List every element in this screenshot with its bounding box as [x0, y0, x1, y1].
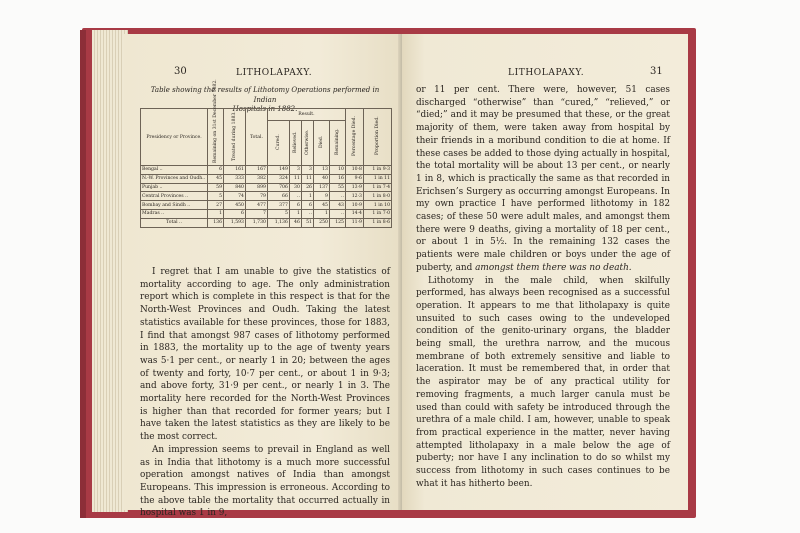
col-otherwise: Otherwise.: [301, 120, 313, 165]
page-number-left: 30: [174, 66, 187, 77]
running-head-right: LITHOLAPAXY.: [508, 68, 585, 78]
paragraph: Lithotomy in the male child, when skilfully performed, has always been recognised as a successful operation. It appears to me that litholapaxy is quite unsuited to such cases owing to the undeveloped condition of the genito-urinary organs, the bladder being small, the urethra narrow, and the mucous membrane of both extremely sensitive and liable to laceration. It must be remembered that, in order that the aspirator may be of any practical utility for removing fragments, a much larger canula must be used than could with safety be introduced through the urethra of a male child. I am, however, unable to speak from practical experience in the matter, never having attempted litholapaxy in a male below the age of puberty; nor have I any inclination to do so whilst my success from lithotomy in such cases continues to be what it has hitherto been.: [416, 275, 670, 489]
col-pct-died: Percentage Died.: [345, 109, 363, 166]
col-cured: Cured.: [267, 120, 289, 165]
col-relieved: Relieved.: [289, 120, 301, 165]
col-total: Total.: [245, 109, 267, 166]
col-died: Died.: [313, 120, 329, 165]
paragraph: An impression seems to prevail in England as well as in India that lithotomy is a much more successful operation amongst natives of India than amongst Europeans. This impression is erroneous. According to the above table the mortality that occurred actually in hospital was 1 in 9,: [140, 444, 390, 519]
table-row: Bengal .. 6 161 167 149 3 3 13 10 10·8 1 in 9·3: [142, 167, 390, 173]
col-remaining2: Remaining.: [329, 120, 345, 165]
col-result: Result.: [267, 109, 345, 121]
table-row: N.-W. Provinces and Oudh.. 45 333 382 324 11 11 40 16 9·6 1 in 11: [142, 176, 390, 182]
page-number-right: 31: [650, 66, 663, 77]
paragraph: I regret that I am unable to give the statistics of mortality according to age. The only administration report which is complete in this respect is that for the North-West Provinces and Oudh. Taking the latest statistics available for these provinces, those for 1883, I find that amongst 987 cases of lithotomy performed in 1883, the mortality up to the age of twenty years was 5·1 per cent., or nearly 1 in 20; between the ages of twenty and forty, 10·7 per cent., or about 1 in 9·3; and above forty, 31·9 per cent., or nearly 1 in 3. The mortality here recorded for the North-West Provinces is higher than that recorded for former years; but I have taken the latest statistics as they are likely to be the most correct.: [140, 267, 390, 443]
table-row: Central Provinces .. 5 74 79 66 .. 1 9 .. 12·3 1 in 8·0: [142, 193, 390, 199]
left-body-text: [140, 266, 390, 520]
col-presidency: Presidency or Province.: [141, 109, 208, 166]
table-row: Madras .. 1 6 7 5 1 .. 1 .. 14·4 1 in 7·0: [142, 211, 390, 217]
table-row: Bombay and Sindh .. 27 450 477 377 6 6 45 43 10·9 1 in 10: [142, 202, 390, 208]
paragraph: or 11 per cent. There were, however, 51 cases discharged “otherwise” than “cured,” “relieved,” or “died;” and it may be presumed that these, or the great majority of them, were taken away from hospital by their friends in a moribund condition to die at home. If these cases be added to those dying actually in hospital, the total mortality will be about 13 per cent., or nearly 1 in 8, which is practically the same as that recorded in Erichsen’s Surgery as occurring amongst Europeans. In my own practice I have performed lithotomy in 182 cases; of these 50 were adult males, and amongst them there were 9 deaths, giving a mortality of 18 per cent., or about 1 in 5½. In the remaining 132 cases the patients were male children or boys under the age of puberty, and amongst them there was no death.: [416, 85, 670, 273]
right-page: [402, 34, 688, 510]
table-caption-line1: Table showing the results of Lithotomy Operations performed in Indian: [150, 86, 380, 104]
book-cover-edge: [80, 30, 86, 518]
table-row: Punjab .. 59 840 899 706 30 26 137 55 13·9 1 in 7·4: [142, 184, 390, 190]
left-page: [124, 34, 402, 519]
col-proportion-died: Proportion Died.: [363, 109, 391, 166]
page-stack: [92, 30, 128, 512]
table-caption-line2: Hospitals in 1882.: [232, 105, 298, 113]
right-body-text: [416, 84, 670, 491]
col-treated: Treated during 1883.: [224, 109, 246, 166]
running-head-left: LITHOLAPAXY.: [236, 68, 313, 78]
col-remaining: Remaining on 31st December 1882.: [208, 109, 224, 166]
table-total-row: Total .. 136 1,593 1,730 1,136 46 51 250 125 11·9 1 in 8·6: [141, 218, 392, 227]
